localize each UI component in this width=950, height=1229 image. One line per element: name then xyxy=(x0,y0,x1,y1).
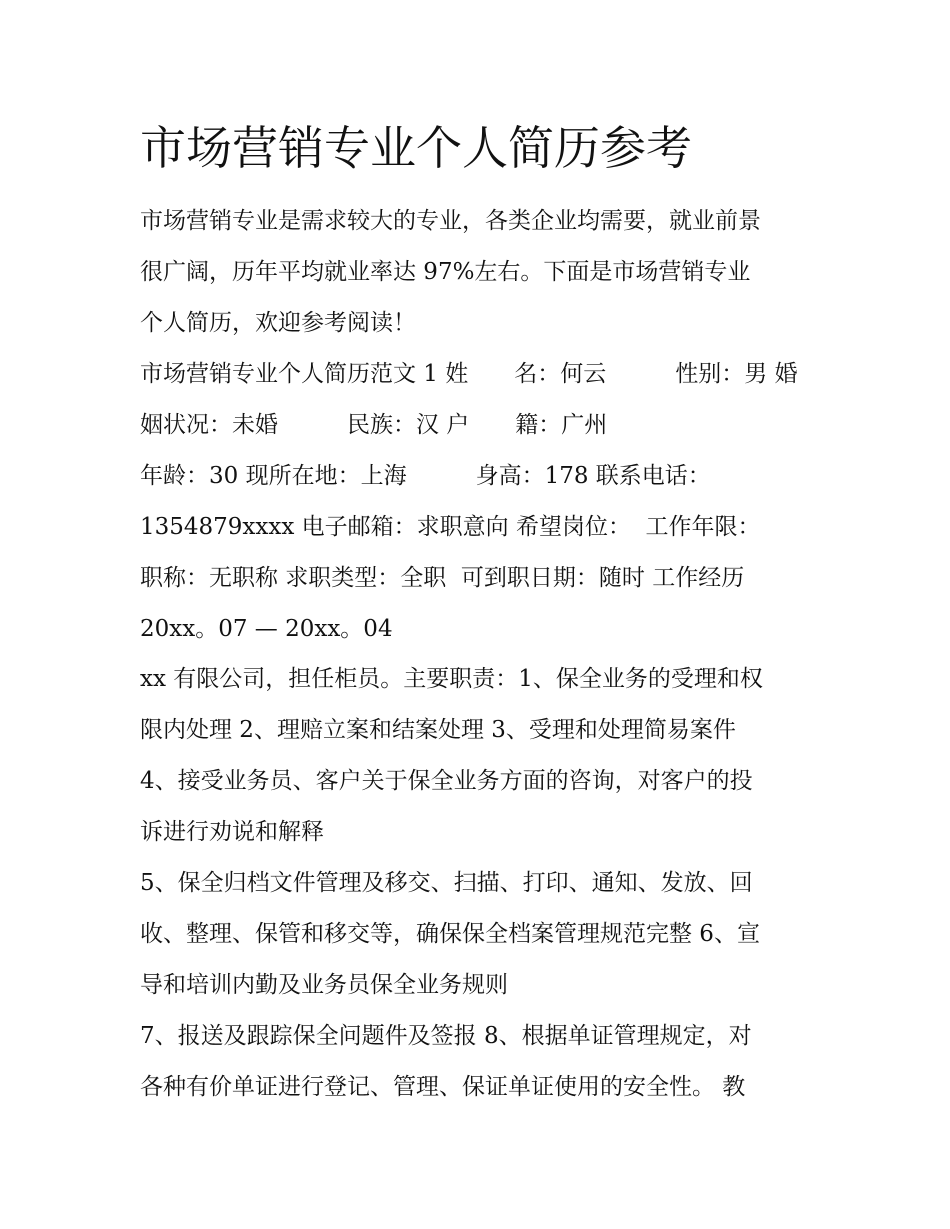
body-line-8: 职称：无职称 求职类型：全职 可到职日期：随时 工作经历 xyxy=(140,565,745,591)
body-line-12: 4、接受业务员、客户关于保全业务方面的咨询，对客户的投 xyxy=(140,768,753,794)
body-line-2: 很广阔，历年平均就业率达 97%左右。下面是市场营销专业 xyxy=(140,259,751,285)
body-line-15: 收、整理、保管和移交等，确保保全档案管理规范完整 6、宣 xyxy=(140,921,760,947)
body-line-5: 姻状况：未婚 民族：汉 户 籍：广州 xyxy=(140,412,608,438)
body-line-3: 个人简历，欢迎参考阅读！ xyxy=(140,310,416,336)
body-line-16: 导和培训内勤及业务员保全业务规则 xyxy=(140,972,508,998)
body-line-14: 5、保全归档文件管理及移交、扫描、打印、通知、发放、回 xyxy=(140,870,753,896)
body-line-6: 年龄：30 现所在地：上海 身高：178 联系电话： xyxy=(140,463,711,489)
body-line-18: 各种有价单证进行登记、管理、保证单证使用的安全性。 教 xyxy=(140,1074,746,1100)
body-line-13: 诉进行劝说和解释 xyxy=(140,819,324,845)
body-line-1: 市场营销专业是需求较大的专业，各类企业均需要，就业前景 xyxy=(140,208,761,234)
document-title: 市场营销专业个人简历参考 xyxy=(140,121,692,175)
body-line-10: xx 有限公司，担任柜员。主要职责：1、保全业务的受理和权 xyxy=(140,666,763,692)
body-line-4: 市场营销专业个人简历范文 1 姓 名：何云 性别：男 婚 xyxy=(140,361,798,387)
body-line-9: 20xx。07 — 20xx。04 xyxy=(140,616,393,642)
body-line-11: 限内处理 2、理赔立案和结案处理 3、受理和处理简易案件 xyxy=(140,717,736,743)
body-line-17: 7、报送及跟踪保全问题件及签报 8、根据单证管理规定，对 xyxy=(140,1023,752,1049)
body-line-7: 1354879xxxx 电子邮箱：求职意向 希望岗位： 工作年限： xyxy=(140,514,761,540)
